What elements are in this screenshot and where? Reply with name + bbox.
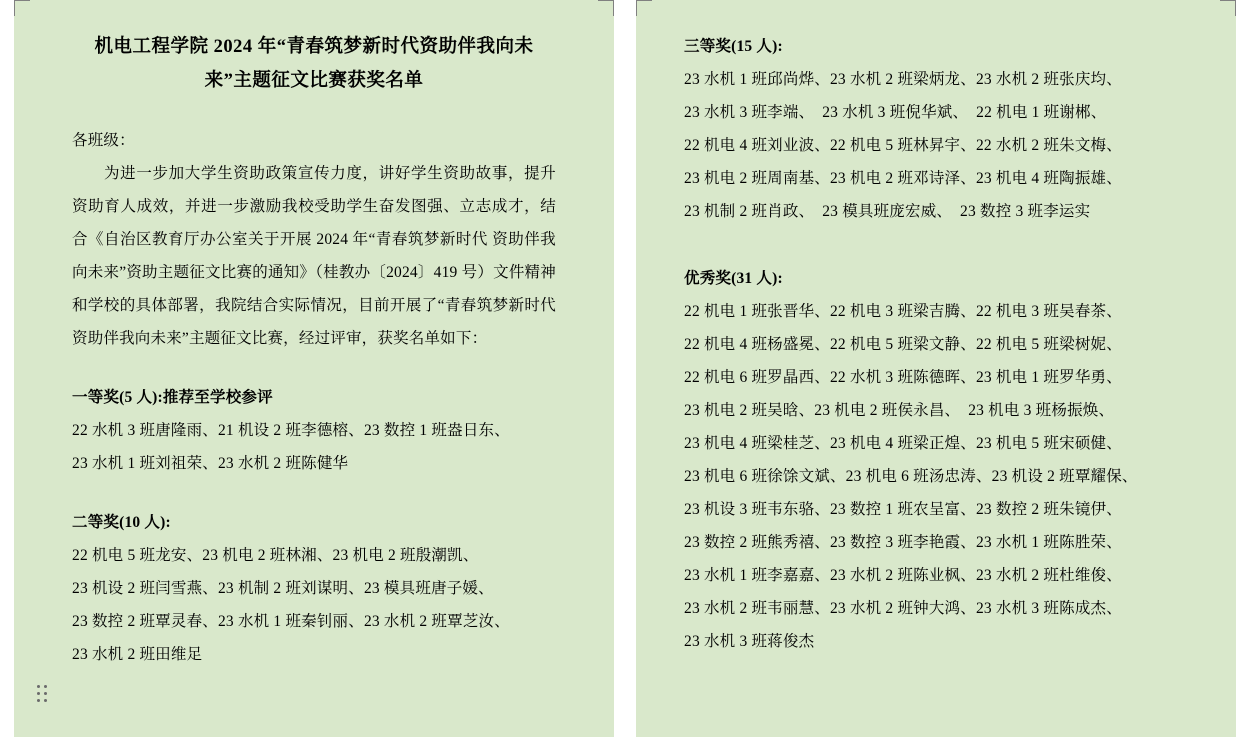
award-line: 23 水机 1 班李嘉嘉、23 水机 2 班陈业枫、23 水机 2 班杜维俊、 <box>684 567 1122 584</box>
award-line: 22 机电 5 班龙安、23 机电 2 班林湘、23 机电 2 班殷潮凯、 <box>72 547 479 564</box>
award-line: 23 机电 2 班周南基、23 机电 2 班邓诗泽、23 机电 4 班陶振雄、 <box>684 170 1122 187</box>
drag-handle-icon[interactable] <box>34 685 50 703</box>
crop-mark <box>14 0 15 16</box>
award-line: 22 水机 3 班唐隆雨、21 机设 2 班李德榕、23 数控 1 班盎日东、 <box>72 422 510 439</box>
award-line: 22 机电 4 班杨盛冕、22 机电 5 班梁文静、22 机电 5 班梁树妮、 <box>684 336 1122 353</box>
award-section-second-prize <box>72 506 556 671</box>
crop-mark <box>613 0 614 16</box>
award-line: 23 机设 3 班韦东骆、23 数控 1 班农呈富、23 数控 2 班朱镜伊、 <box>684 501 1122 518</box>
award-line: 23 数控 2 班熊秀禧、23 数控 3 班李艳霞、23 水机 1 班陈胜荣、 <box>684 534 1122 551</box>
award-line: 23 机电 6 班徐馀文斌、23 机电 6 班汤忠涛、23 机设 2 班覃耀保、 <box>684 468 1138 485</box>
award-line: 23 水机 2 班韦丽慧、23 水机 2 班钟大鸿、23 水机 3 班陈成杰、 <box>684 600 1122 617</box>
document-page-left <box>14 0 614 737</box>
crop-mark <box>14 0 30 1</box>
body-paragraph: 为进一步加大学生资助政策宣传力度，讲好学生资助故事，提升资助育人成效，并进一步激励我校受助学生奋发图强、立志成才，结合《自治区教育厅办公室关于开展 2024 年“青春筑梦新时代 资助伴我向未来”资助主题征文比赛的通知》（桂教办〔2024〕419 号）文件精神和学校的具体部署，我院结合实际情况，目前开展了“青春筑梦新时代资助伴我向未来”主题征文比赛，经过评审，获奖名单如下： <box>72 165 556 347</box>
award-section-third-prize <box>684 30 1178 228</box>
award-line: 23 水机 2 班田维足 <box>72 646 203 663</box>
award-line: 23 机电 2 班吴晗、23 机电 2 班侯永昌、 23 机电 3 班杨振焕、 <box>684 402 1115 419</box>
award-line: 23 水机 1 班刘祖荣、23 水机 2 班陈健华 <box>72 455 349 472</box>
award-line: 23 水机 3 班李端、 23 水机 3 班倪华斌、 22 机电 1 班谢郴、 <box>684 104 1107 121</box>
award-line: 23 机制 2 班肖政、 23 模具班庞宏威、 23 数控 3 班李运实 <box>684 203 1091 220</box>
award-line: 23 水机 1 班邱尚烨、23 水机 2 班梁炳龙、23 水机 2 班张庆均、 <box>684 71 1122 88</box>
award-line: 23 机设 2 班闫雪燕、23 机制 2 班刘谋明、23 模具班唐子媛、 <box>72 580 494 597</box>
crop-mark <box>636 0 637 16</box>
award-line: 22 机电 1 班张晋华、22 机电 3 班梁吉腾、22 机电 3 班吴春茶、 <box>684 303 1122 320</box>
document-page-right <box>636 0 1236 737</box>
crop-mark <box>598 0 614 1</box>
page-gutter <box>614 0 636 737</box>
award-line: 23 水机 3 班蒋俊杰 <box>684 633 815 650</box>
award-heading: 一等奖(5 人):推荐至学校参评 <box>72 389 273 406</box>
award-line: 22 机电 4 班刘业波、22 机电 5 班林昇宇、22 水机 2 班朱文梅、 <box>684 137 1122 154</box>
page-title: 机电工程学院 2024 年“青春筑梦新时代资助伴我向未来”主题征文比赛获奖名单 <box>94 37 534 91</box>
award-section-excellence-prize <box>684 262 1178 658</box>
award-heading: 三等奖(15 人): <box>684 38 783 55</box>
award-line: 23 机电 4 班梁桂芝、23 机电 4 班梁正煌、23 机电 5 班宋硕健、 <box>684 435 1122 452</box>
award-line: 22 机电 6 班罗晶西、22 水机 3 班陈德晖、23 机电 1 班罗华勇、 <box>684 369 1122 386</box>
award-line: 23 数控 2 班覃灵春、23 水机 1 班秦钊丽、23 水机 2 班覃芝汝、 <box>72 613 510 630</box>
award-heading: 优秀奖(31 人): <box>684 270 783 287</box>
award-section-first-prize <box>72 381 556 480</box>
award-heading: 二等奖(10 人): <box>72 514 171 531</box>
crop-mark <box>1220 0 1236 1</box>
crop-mark <box>636 0 652 1</box>
salutation: 各班级： <box>72 132 135 149</box>
